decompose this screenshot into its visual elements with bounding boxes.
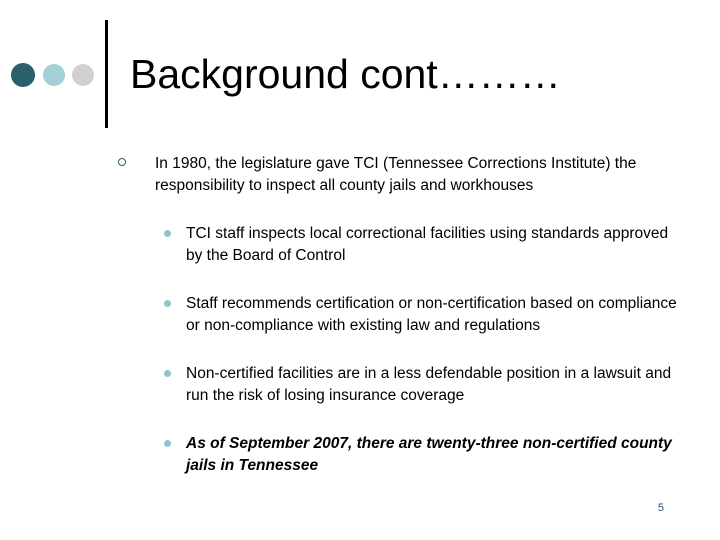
sub-bullet-text-emphasized: As of September 2007, there are twenty-three non-certified county jails in Tennessee xyxy=(186,435,672,474)
sub-bullet-icon xyxy=(164,300,171,307)
sub-bullet-icon xyxy=(164,370,171,377)
hollow-bullet-icon xyxy=(118,158,126,166)
sub-bullet-text: TCI staff inspects local correctional facilities using standards approved by the Board of Control xyxy=(186,225,669,264)
decorative-dot-grey xyxy=(72,64,94,86)
decorative-dot-light xyxy=(43,64,65,86)
sub-bullet-icon xyxy=(164,440,171,447)
slide-title: Background cont……… xyxy=(130,51,561,97)
sub-bullet-text: Staff recommends certification or non-certification based on compliance or non-compliance with existing law and regulations xyxy=(186,295,677,334)
main-bullet-text: In 1980, the legislature gave TCI (Tennessee Corrections Institute) the responsibility to inspect all county jails and workhouses xyxy=(155,155,637,194)
decorative-dot-dark xyxy=(11,63,35,87)
sub-bullet-text: Non-certified facilities are in a less defendable position in a lawsuit and run the risk of losing insurance coverage xyxy=(186,365,672,404)
title-divider xyxy=(105,20,108,128)
page-number: 5 xyxy=(657,502,664,514)
sub-bullet-icon xyxy=(164,230,171,237)
